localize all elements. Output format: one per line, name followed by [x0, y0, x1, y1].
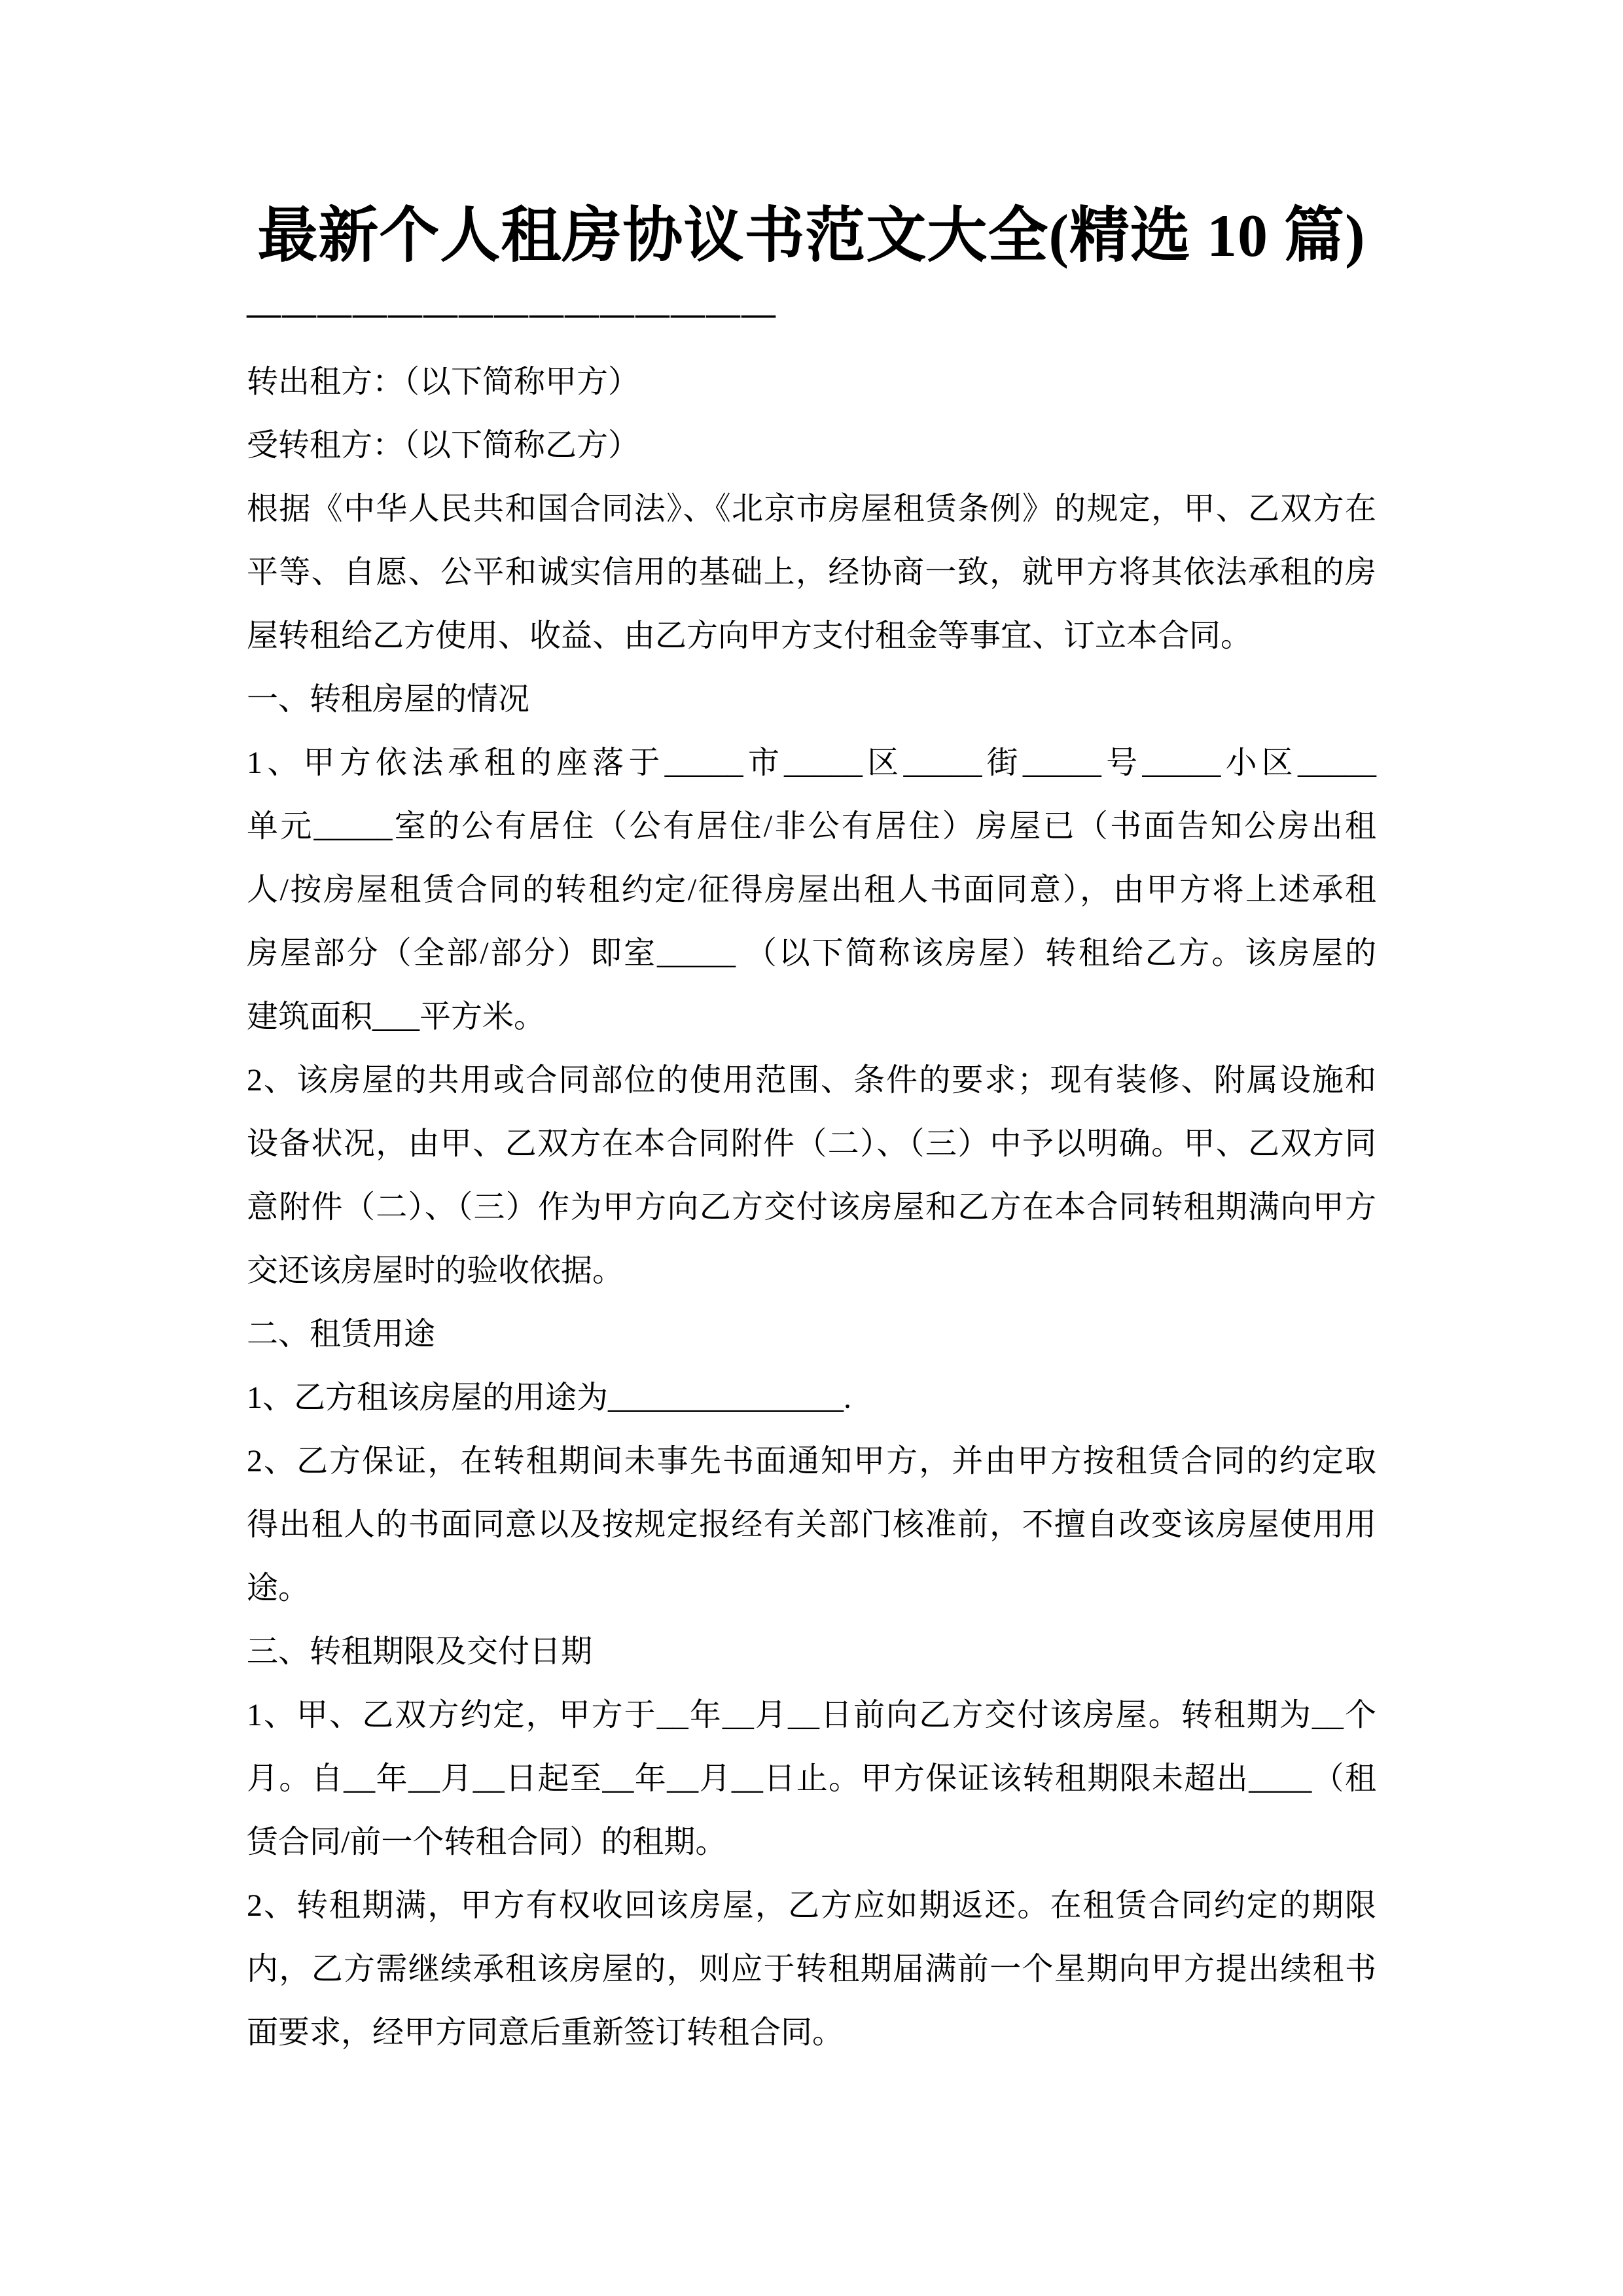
text-line: 根据《中华人民共和国合同法》、《北京市房屋租赁条例》的规定，甲、乙双方在 — [247, 492, 1376, 526]
title-divider: ——————————————— — [247, 295, 777, 332]
text-line: 一、转租房屋的情况 — [247, 682, 530, 717]
document-content — [247, 193, 1376, 2064]
text-line: 受转租方：（以下简称乙方） — [247, 428, 640, 463]
text-line: 三、转租期限及交付日期 — [247, 1634, 593, 1669]
text-line: 内，乙方需继续承租该房屋的，则应于转租期届满前一个星期向甲方提出续租书 — [247, 1952, 1376, 1986]
text-line: 交还该房屋时的验收依据。 — [247, 1253, 624, 1288]
text-line: 途。 — [247, 1571, 310, 1605]
document-title: 最新个人租房协议书范文大全(精选 10 篇) — [257, 202, 1366, 269]
text-line: 1、乙方租该房屋的用途为_______________. — [247, 1380, 852, 1415]
text-line: 设备状况，由甲、乙双方在本合同附件（二）、（三）中予以明确。甲、乙双方同 — [247, 1126, 1376, 1161]
text-line: 房屋部分（全部/部分）即室_____ （以下简称该房屋）转租给乙方。该房屋的 — [247, 936, 1376, 971]
text-line: 平等、自愿、公平和诚实信用的基础上，经协商一致，就甲方将其依法承租的房 — [247, 555, 1376, 590]
text-line: 转出租方：（以下简称甲方） — [247, 365, 640, 399]
text-line: 月。自__年__月__日起至__年__月__日止。甲方保证该转租期限未超出____（租 — [247, 1761, 1376, 1796]
text-line: 2、转租期满，甲方有权收回该房屋，乙方应如期返还。在租赁合同约定的期限 — [247, 1888, 1376, 1923]
text-line: 屋转租给乙方使用、收益、由乙方向甲方支付租金等事宜、订立本合同。 — [247, 619, 1253, 653]
document-body — [247, 350, 1376, 2064]
text-line: 得出租人的书面同意以及按规定报经有关部门核准前，不擅自改变该房屋使用用 — [247, 1507, 1376, 1542]
text-line: 单元_____室的公有居住（公有居住/非公有居住）房屋已（书面告知公房出租 — [247, 809, 1376, 844]
text-line: 二、租赁用途 — [247, 1317, 436, 1352]
text-line: 2、该房屋的共用或合同部位的使用范围、条件的要求；现有装修、附属设施和 — [247, 1063, 1376, 1098]
text-line: 人/按房屋租赁合同的转租约定/征得房屋出租人书面同意），由甲方将上述承租 — [247, 872, 1376, 907]
text-line: 1、甲方依法承租的座落于_____市_____区_____街_____号_____小区_____ — [247, 745, 1376, 780]
text-line: 面要求，经甲方同意后重新签订转租合同。 — [247, 2015, 844, 2050]
text-line: 1、甲、乙双方约定，甲方于__年__月__日前向乙方交付该房屋。转租期为__个 — [247, 1698, 1376, 1732]
text-line: 赁合同/前一个转租合同）的租期。 — [247, 1825, 727, 1859]
text-line: 意附件（二）、（三）作为甲方向乙方交付该房屋和乙方在本合同转租期满向甲方 — [247, 1190, 1376, 1225]
text-line: 建筑面积___平方米。 — [247, 999, 546, 1034]
text-line: 2、乙方保证，在转租期间未事先书面通知甲方，并由甲方按租赁合同的约定取 — [247, 1444, 1376, 1479]
